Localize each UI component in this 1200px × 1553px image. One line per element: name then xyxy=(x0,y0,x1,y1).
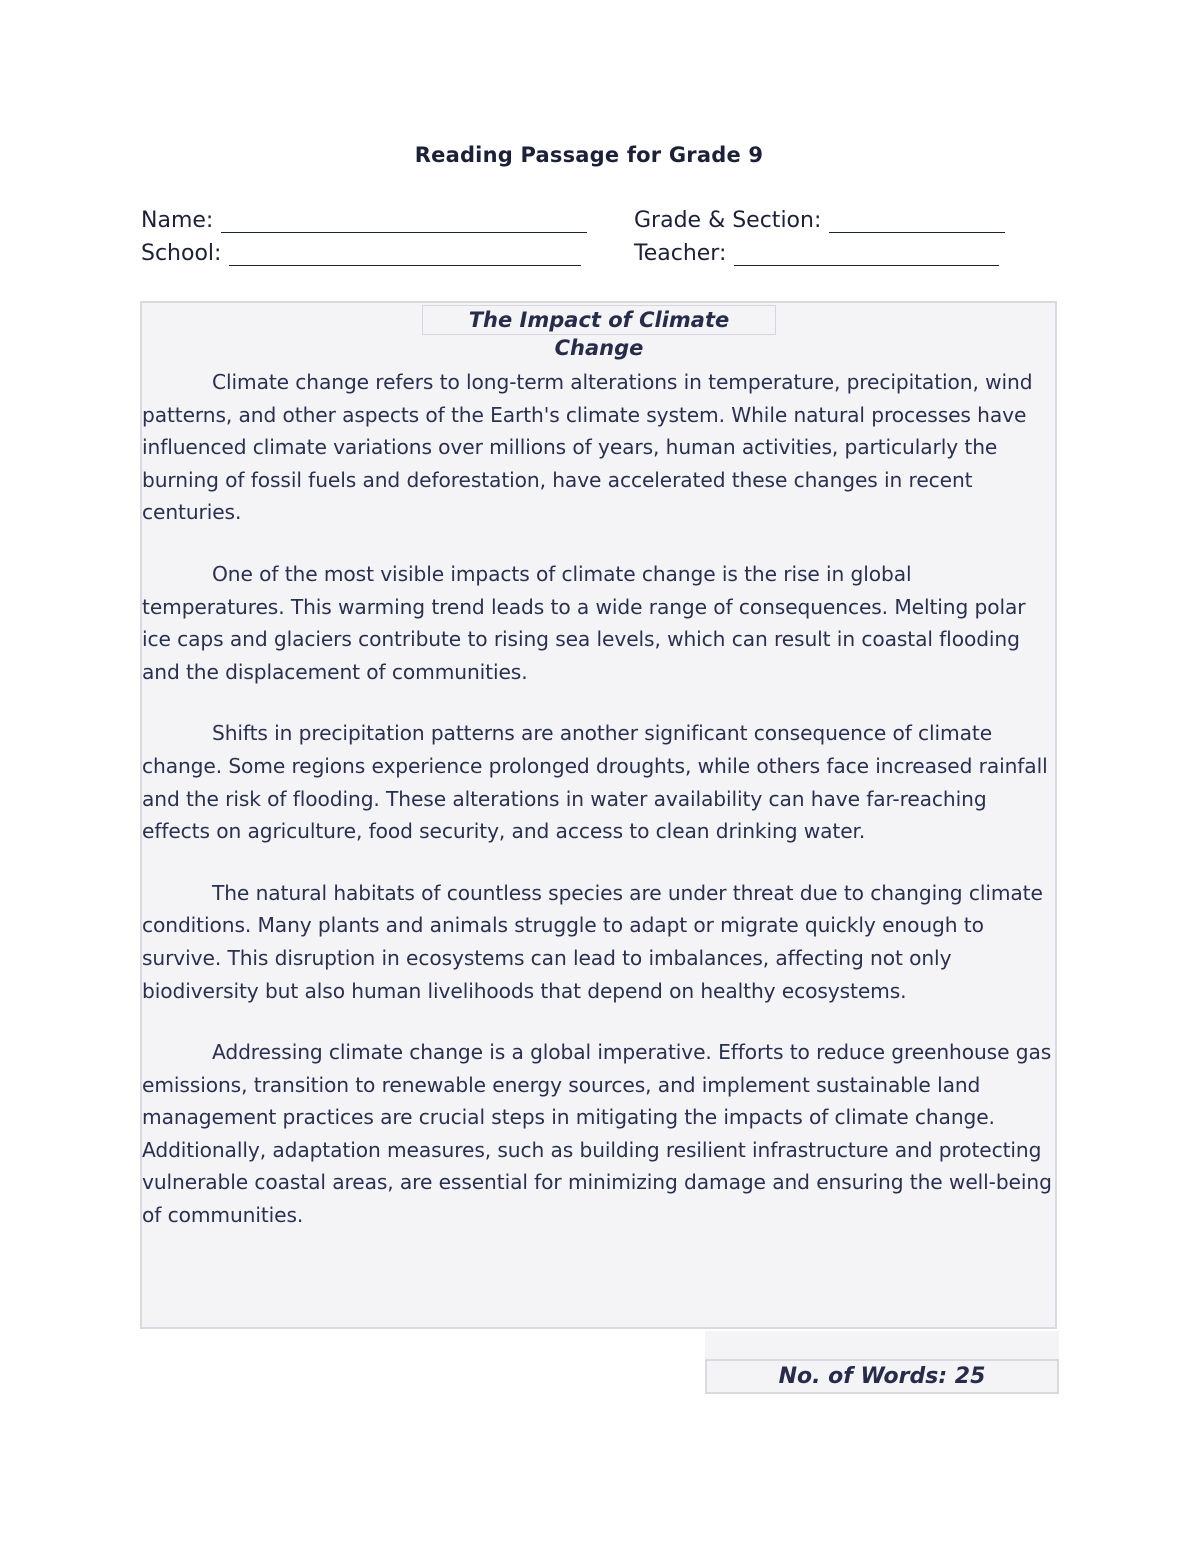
school-field[interactable] xyxy=(141,241,581,266)
teacher-label: Teacher: xyxy=(634,241,727,266)
name-blank-line[interactable] xyxy=(221,210,587,233)
name-label: Name: xyxy=(141,208,214,233)
school-blank-line[interactable] xyxy=(229,243,581,266)
teacher-field[interactable] xyxy=(634,241,999,266)
grade-section-field[interactable] xyxy=(634,208,1005,233)
passage-paragraph-1: Climate change refers to long-term alterations in temperature, precipitation, wind patterns, and other aspects of the Earth's climate system. While natural processes have influenced climate variations over millions of years, human activities, particularly the burning of fossil fuels and deforestation, have accelerated these changes in recent centuries. xyxy=(142,370,1033,525)
passage-paragraph-3: Shifts in precipitation patterns are another significant consequence of climate change. Some regions experience prolonged droughts, while others face increased rainfall and the risk of flooding. These alterations in water availability can have far-reaching effects on agriculture, food security, and access to clean drinking water. xyxy=(142,721,1048,844)
school-label: School: xyxy=(141,241,222,266)
passage-body xyxy=(142,366,1060,1261)
grade-section-label: Grade & Section: xyxy=(634,208,822,233)
page-title: Reading Passage for Grade 9 xyxy=(414,143,764,167)
passage-paragraph-4: The natural habitats of countless species are under threat due to changing climate conditions. Many plants and animals struggle to adapt or migrate quickly enough to survive. This disruption in ecosystems can lead to imbalances, affecting not only biodiversity but also human livelihoods that depend on healthy ecosystems. xyxy=(142,880,1043,1003)
passage-paragraph-5: Addressing climate change is a global imperative. Efforts to reduce greenhouse gas emissions, transition to renewable energy sources, and implement sustainable land management practices are crucial steps in mitigating the impacts of climate change. Additionally, adaptation measures, such as building resilient infrastructure and protecting vulnerable coastal areas, are essential for minimizing damage and ensuring the well-being of communities. xyxy=(142,1040,1052,1228)
name-field[interactable] xyxy=(141,208,587,233)
passage-title: The Impact of Climate Change xyxy=(422,305,776,335)
word-count-shade xyxy=(705,1331,1059,1359)
word-count-box: No. of Words: 25 xyxy=(705,1359,1059,1394)
passage-paragraph-2: One of the most visible impacts of climate change is the rise in global temperatures. This warming trend leads to a wide range of consequences. Melting polar ice caps and glaciers contribute to rising sea levels, which can result in coastal flooding and the displacement of communities. xyxy=(142,561,1026,684)
teacher-blank-line[interactable] xyxy=(734,243,999,266)
grade-section-blank-line[interactable] xyxy=(829,210,1005,233)
